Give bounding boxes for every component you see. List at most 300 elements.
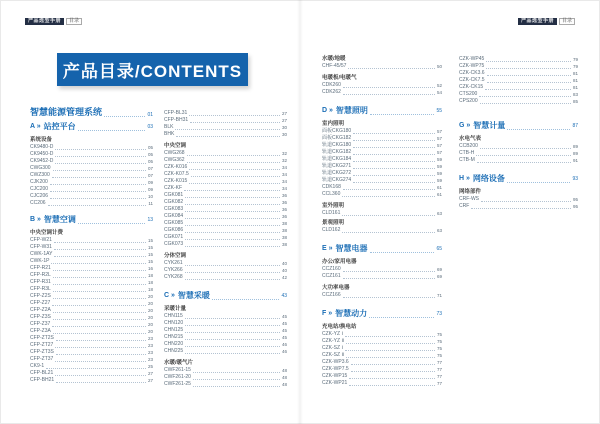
item-code: CWG362 xyxy=(164,157,185,163)
item-code: CCB200 xyxy=(459,143,478,149)
dotted-leader xyxy=(212,299,280,300)
header-badge-left xyxy=(25,18,82,25)
dotted-leader xyxy=(104,116,145,117)
toc-item xyxy=(30,165,153,172)
dotted-leader xyxy=(53,277,146,278)
page-number: 57 xyxy=(436,136,442,141)
toc-item xyxy=(30,293,153,300)
toc-item xyxy=(30,370,153,377)
dotted-leader xyxy=(345,336,435,337)
toc-item xyxy=(459,77,578,84)
toc-item xyxy=(459,56,578,63)
dotted-leader xyxy=(190,122,280,123)
toc-item xyxy=(164,327,287,334)
page-number: 16 xyxy=(147,266,153,271)
page-number: 48 xyxy=(281,375,287,380)
toc-subheading: 系统设备 xyxy=(30,137,53,143)
dotted-leader xyxy=(56,340,146,341)
dotted-leader xyxy=(346,343,435,344)
page-number: 11 xyxy=(148,201,153,206)
heading-label: 智慧能源管理系统 xyxy=(30,107,103,117)
item-code: CFP-W21 xyxy=(30,237,52,243)
dotted-leader xyxy=(487,75,571,76)
item-code: CZK-YZ Ⅰ xyxy=(322,331,343,337)
heading-label: 智慧动力 xyxy=(335,309,368,318)
toc-item xyxy=(30,179,153,186)
dotted-leader xyxy=(343,94,435,95)
dotted-leader xyxy=(189,183,280,184)
section-letter: C » xyxy=(164,292,175,299)
page-number: 77 xyxy=(436,374,442,379)
item-code: CC206 xyxy=(30,200,46,206)
page-number: 48 xyxy=(281,368,287,373)
toc-item xyxy=(322,63,442,70)
toc-item xyxy=(459,84,578,91)
page-number: 77 xyxy=(436,360,442,365)
toc-column-2 xyxy=(164,110,287,388)
dotted-leader xyxy=(193,372,280,373)
dotted-leader xyxy=(52,177,146,178)
item-code: CHF-45/57 xyxy=(322,63,347,69)
dotted-leader xyxy=(78,130,146,131)
dotted-leader xyxy=(185,272,280,273)
dotted-leader xyxy=(48,205,147,206)
item-code: CYK268 xyxy=(164,274,183,280)
dotted-leader xyxy=(353,175,435,176)
page-number: 23 xyxy=(147,357,153,362)
item-code: CCZ166 xyxy=(322,292,341,298)
item-code: CZK-YZ Ⅱ xyxy=(322,338,344,344)
toc-item xyxy=(30,314,153,321)
dotted-leader xyxy=(480,148,571,149)
dotted-leader xyxy=(353,168,435,169)
page-gutter xyxy=(297,0,303,424)
dotted-leader xyxy=(184,190,280,191)
toc-item xyxy=(322,366,442,373)
page-number: 55 xyxy=(436,108,442,114)
page-number: 87 xyxy=(572,123,578,129)
item-code: CPS200 xyxy=(459,98,478,104)
toc-item xyxy=(322,184,442,191)
toc-item xyxy=(30,200,153,207)
toc-item xyxy=(322,142,442,149)
toc-subheading: 大功率电器 xyxy=(322,285,350,291)
page-number: 20 xyxy=(147,329,153,334)
item-code: CTB-H xyxy=(459,150,475,156)
dotted-leader xyxy=(348,68,435,69)
dotted-leader xyxy=(53,291,146,292)
page-number: 54 xyxy=(436,90,442,95)
dotted-leader xyxy=(185,204,280,205)
toc-item xyxy=(322,82,442,89)
dotted-leader xyxy=(185,332,280,333)
page-number: 15 xyxy=(147,259,153,264)
toc-item xyxy=(322,273,442,280)
dotted-leader xyxy=(185,197,280,198)
page-number: 27 xyxy=(147,378,153,383)
toc-item xyxy=(322,135,442,142)
toc-column-3 xyxy=(322,55,442,387)
page-number: 75 xyxy=(436,346,442,351)
dotted-leader xyxy=(507,129,570,130)
toc-item xyxy=(30,186,153,193)
item-code: CZK-K016 xyxy=(164,164,188,170)
page-number: 30 xyxy=(281,125,287,130)
item-code: 轨道CKG274 xyxy=(322,177,352,183)
dotted-leader xyxy=(486,68,571,69)
toc-section-heading xyxy=(322,244,442,254)
page-number: 69 xyxy=(436,267,442,272)
toc-item xyxy=(164,171,287,178)
toc-item xyxy=(30,279,153,286)
page-number: 38 xyxy=(281,242,287,247)
toc-item xyxy=(30,193,153,200)
item-code: CRF xyxy=(459,203,470,209)
page-number: 36 xyxy=(281,200,287,205)
item-code: CZK-WP45 xyxy=(459,56,485,62)
item-code: CGK085 xyxy=(164,220,184,226)
toc-subheading: 中央空调计费 xyxy=(30,230,64,236)
dotted-leader xyxy=(55,163,146,164)
item-code: CDK168 xyxy=(322,184,341,190)
dotted-leader xyxy=(50,198,146,199)
page-number: 57 xyxy=(436,150,442,155)
page-number: 25 xyxy=(147,364,153,369)
dotted-leader xyxy=(349,378,435,379)
toc-item xyxy=(459,70,578,77)
toc-item xyxy=(164,110,287,117)
dotted-leader xyxy=(54,249,146,250)
item-code: 面板CKG180 xyxy=(322,128,352,134)
toc-item xyxy=(164,220,287,227)
page-number: 40 xyxy=(281,268,287,273)
dotted-leader xyxy=(53,333,146,334)
toc-item xyxy=(164,164,287,171)
toc-item xyxy=(164,348,287,355)
dotted-leader xyxy=(185,246,280,247)
toc-item xyxy=(322,345,442,352)
page-number: 61 xyxy=(436,192,442,197)
dotted-leader xyxy=(55,361,146,362)
item-code: CWK-1AY xyxy=(30,251,53,257)
toc-item xyxy=(164,192,287,199)
toc-item xyxy=(322,331,442,338)
contents-banner xyxy=(57,53,248,86)
dotted-leader xyxy=(349,385,435,386)
dotted-leader xyxy=(191,176,280,177)
page-number: 10 xyxy=(147,194,153,199)
toc-item xyxy=(459,63,578,70)
toc-column-4 xyxy=(459,56,578,210)
toc-item xyxy=(164,234,287,241)
page-number: 15 xyxy=(147,252,153,257)
page-number: 40 xyxy=(281,261,287,266)
toc-item xyxy=(164,267,287,274)
toc-item xyxy=(30,321,153,328)
dotted-leader xyxy=(53,170,146,171)
dotted-leader xyxy=(175,129,280,130)
page-number: 46 xyxy=(281,349,287,354)
dotted-leader xyxy=(477,162,571,163)
toc-item xyxy=(30,307,153,314)
toc-section-heading xyxy=(30,215,153,225)
dotted-leader xyxy=(52,305,146,306)
item-code: CGK082 xyxy=(164,199,184,205)
page-number: 42 xyxy=(281,275,287,280)
heading-label: 智慧采暖 xyxy=(177,291,210,300)
item-code: CWF261-25 xyxy=(164,381,191,387)
item-code: CFP-R21 xyxy=(30,265,51,271)
toc-section-heading xyxy=(322,106,442,116)
item-code: CK9450-D xyxy=(30,151,54,157)
item-code: CFP-ZT2S xyxy=(30,335,54,341)
item-code: CWZ300 xyxy=(30,172,50,178)
item-code: CCL360 xyxy=(322,191,341,197)
item-code: CDK260 xyxy=(322,82,341,88)
item-code: CZK-SZ Ⅰ xyxy=(322,345,343,351)
toc-main-heading xyxy=(30,106,153,118)
toc-item xyxy=(322,149,442,156)
heading-label: 智慧空调 xyxy=(43,215,76,224)
item-code: CFP-BH31 xyxy=(164,117,189,123)
item-code: CFP-Z2S xyxy=(30,293,51,299)
heading-label: 网络设备 xyxy=(472,174,505,183)
item-code: 面板CKG182 xyxy=(322,135,352,141)
dotted-leader xyxy=(54,242,146,243)
item-code: CHN225 xyxy=(164,348,184,354)
item-code: CZK-WP21 xyxy=(322,380,348,386)
dotted-leader xyxy=(185,325,280,326)
toc-item xyxy=(164,260,287,267)
item-code: CLD162 xyxy=(322,227,341,233)
item-code: CFP-Z37 xyxy=(30,321,51,327)
dotted-leader xyxy=(343,189,435,190)
dotted-leader xyxy=(343,278,435,279)
section-letter: E » xyxy=(322,245,333,252)
page-number: 27 xyxy=(147,371,153,376)
toc-item xyxy=(164,334,287,341)
dotted-leader xyxy=(56,382,146,383)
toc-subheading: 水暖/暖气片 xyxy=(164,360,194,366)
item-code: CCZ160 xyxy=(322,266,341,272)
page-number: 61 xyxy=(436,185,442,190)
item-code: CWG300 xyxy=(30,165,51,171)
section-letter: H » xyxy=(459,175,470,182)
page-number: 05 xyxy=(147,152,153,157)
toc-item xyxy=(30,335,153,342)
page-number: 20 xyxy=(147,294,153,299)
toc-item xyxy=(30,158,153,165)
page-number: 48 xyxy=(281,382,287,387)
item-code: CFP-ZT37 xyxy=(30,356,54,362)
item-code: CGK083 xyxy=(164,206,184,212)
toc-subheading: 中央空调 xyxy=(164,143,187,149)
toc-item xyxy=(30,251,153,258)
dotted-leader xyxy=(187,155,280,156)
section-letter: A » xyxy=(30,123,41,130)
toc-item xyxy=(164,227,287,234)
item-code: CFP-R3L xyxy=(30,286,51,292)
toc-section-heading xyxy=(459,121,578,131)
page-number: 73 xyxy=(436,311,442,317)
toc-item xyxy=(164,374,287,381)
page-number: 27 xyxy=(281,118,287,123)
toc-item xyxy=(322,266,442,273)
item-code: BLK xyxy=(164,124,174,130)
dotted-leader xyxy=(185,218,280,219)
toc-item xyxy=(164,178,287,185)
item-code: CHN125 xyxy=(164,327,184,333)
item-code: CFP-Z2A xyxy=(30,307,51,313)
heading-label: 智慧电器 xyxy=(335,244,368,253)
toc-item xyxy=(30,151,153,158)
dotted-leader xyxy=(54,256,146,257)
page-number: 32 xyxy=(281,158,287,163)
item-code: CZK-WP3.6 xyxy=(322,359,349,365)
page-number: 93 xyxy=(572,176,578,182)
toc-item xyxy=(164,274,287,281)
toc-item xyxy=(164,206,287,213)
toc-section-heading xyxy=(459,174,578,184)
item-code: CZK-WP75 xyxy=(459,63,485,69)
toc-item xyxy=(164,213,287,220)
page-number: 59 xyxy=(436,157,442,162)
toc-spacer xyxy=(322,299,442,307)
dotted-leader xyxy=(185,232,280,233)
contents-banner-title: 产品目录/CONTENTS xyxy=(62,62,243,81)
dotted-leader xyxy=(353,147,435,148)
item-code: CCZ161 xyxy=(322,273,341,279)
toc-item xyxy=(164,150,287,157)
page-number: 77 xyxy=(436,367,442,372)
toc-column-1 xyxy=(30,106,153,384)
toc-item xyxy=(322,163,442,170)
page-number: 34 xyxy=(281,165,287,170)
dotted-leader xyxy=(351,371,435,372)
page-number: 18 xyxy=(147,287,153,292)
toc-item xyxy=(30,286,153,293)
toc-item xyxy=(30,172,153,179)
toc-subheading: 室内照明 xyxy=(322,121,345,127)
toc-item xyxy=(459,143,578,150)
item-code: BHK xyxy=(164,131,175,137)
page-number: 20 xyxy=(147,322,153,327)
page-number: 05 xyxy=(147,159,153,164)
page-number: 34 xyxy=(281,179,287,184)
page-number: 05 xyxy=(147,145,153,150)
contents-tab-badge: 目录 xyxy=(559,18,575,25)
page-number: 83 xyxy=(572,92,578,97)
page-number: 45 xyxy=(281,321,287,326)
page-number: 30 xyxy=(281,132,287,137)
page-number: 59 xyxy=(436,171,442,176)
item-code: CWK-1P xyxy=(30,258,50,264)
toc-item xyxy=(322,191,442,198)
item-code: CYK266 xyxy=(164,267,183,273)
dotted-leader xyxy=(176,136,280,137)
item-code: CLD161 xyxy=(322,210,341,216)
contents-tab-badge: 目录 xyxy=(66,18,82,25)
dotted-leader xyxy=(50,191,146,192)
page-number: 01 xyxy=(147,112,153,118)
toc-item xyxy=(164,241,287,248)
toc-item xyxy=(164,131,287,138)
page-number: 59 xyxy=(436,178,442,183)
item-code: CK9480-D xyxy=(30,144,54,150)
toc-item xyxy=(459,203,578,210)
page-number: 27 xyxy=(281,111,287,116)
item-code: CGK086 xyxy=(164,227,184,233)
page-number: 65 xyxy=(436,246,442,252)
toc-subheading: 办公/家用电器 xyxy=(322,259,357,265)
page-number: 23 xyxy=(147,343,153,348)
page-number: 81 xyxy=(572,78,578,83)
toc-subheading: 充电站/换电站 xyxy=(322,324,357,330)
dotted-leader xyxy=(185,318,280,319)
dotted-leader xyxy=(53,270,146,271)
toc-subheading: 采暖计量 xyxy=(164,306,187,312)
toc-subheading: 分体空调 xyxy=(164,253,187,259)
item-code: CGK081 xyxy=(164,192,184,198)
page-number: 57 xyxy=(436,143,442,148)
page-number: 79 xyxy=(572,57,578,62)
toc-subheading: 室外照明 xyxy=(322,203,345,209)
page-number: 36 xyxy=(281,207,287,212)
page-number: 89 xyxy=(572,151,578,156)
item-code: 轨道CKG271 xyxy=(322,163,352,169)
dotted-leader xyxy=(342,196,435,197)
page-number: 81 xyxy=(572,85,578,90)
dotted-leader xyxy=(343,87,435,88)
toc-item xyxy=(164,341,287,348)
dotted-leader xyxy=(480,103,571,104)
page-number: 63 xyxy=(436,211,442,216)
dotted-leader xyxy=(53,298,146,299)
toc-item xyxy=(322,380,442,387)
page-number: 34 xyxy=(281,172,287,177)
dotted-leader xyxy=(189,169,280,170)
item-code: CZK-KF xyxy=(164,185,183,191)
item-code: CZK-CK15 xyxy=(459,84,484,90)
toc-item xyxy=(322,373,442,380)
item-code: CK9452-D xyxy=(30,158,54,164)
toc-item xyxy=(164,313,287,320)
page-number: 45 xyxy=(281,335,287,340)
toc-spacer xyxy=(322,96,442,104)
dotted-leader xyxy=(185,211,280,212)
page-number: 79 xyxy=(572,64,578,69)
dotted-leader xyxy=(353,161,435,162)
page-number: 50 xyxy=(436,64,442,69)
item-code: CHN115 xyxy=(164,313,183,319)
dotted-leader xyxy=(53,284,146,285)
dotted-leader xyxy=(487,82,571,83)
dotted-leader xyxy=(342,215,435,216)
item-code: CJK200 xyxy=(30,179,48,185)
dotted-leader xyxy=(353,140,435,141)
toc-item xyxy=(164,124,287,131)
dotted-leader xyxy=(187,162,280,163)
page-number: 23 xyxy=(147,336,153,341)
page-number: 57 xyxy=(436,129,442,134)
dotted-leader xyxy=(53,312,146,313)
manual-title-badge: 产品选型手册 xyxy=(518,18,557,25)
toc-section-heading xyxy=(30,122,153,132)
page-number: 45 xyxy=(281,328,287,333)
item-code: 轨道CKG182 xyxy=(322,149,352,155)
page-number: 34 xyxy=(281,186,287,191)
dotted-leader xyxy=(193,379,280,380)
